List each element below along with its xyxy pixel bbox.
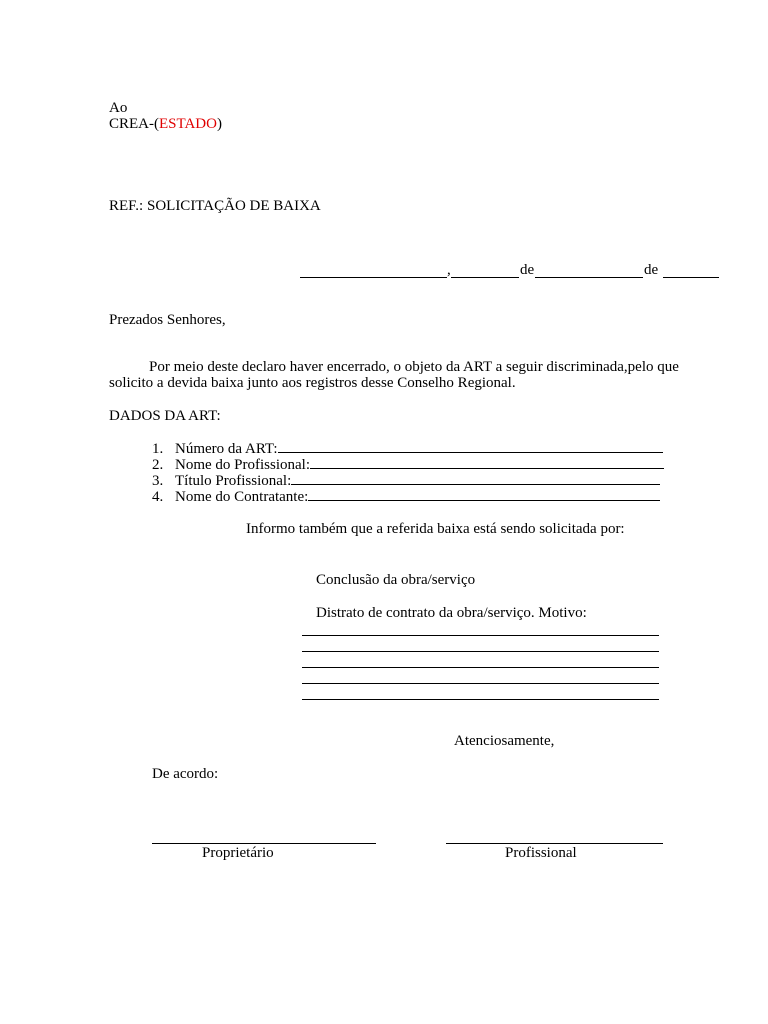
owner-signature-label: Proprietário — [202, 845, 274, 861]
list-label: Nome do Profissional: — [175, 457, 310, 473]
motive-line-4[interactable] — [302, 683, 659, 684]
motive-line-5[interactable] — [302, 699, 659, 700]
reason-intro: Informo também que a referida baixa está sendo solicitada por: — [246, 521, 625, 537]
agreement-label: De acordo: — [152, 766, 219, 782]
art-item-professional-name — [152, 456, 664, 473]
contractor-name-blank[interactable] — [308, 488, 660, 501]
list-number: 1. — [152, 441, 164, 457]
list-label: Número da ART: — [175, 441, 278, 457]
body-line-2: solicito a devida baixa junto aos registros desse Conselho Regional. — [109, 375, 516, 391]
recipient-suffix: ) — [216, 116, 222, 132]
recipient-line-1: Ao — [109, 100, 128, 116]
professional-signature-label: Profissional — [505, 845, 577, 861]
city-blank[interactable] — [300, 277, 447, 278]
list-label: Nome do Contratante: — [175, 489, 309, 505]
list-number: 3. — [152, 473, 164, 489]
recipient-line-2 — [109, 116, 222, 132]
professional-title-blank[interactable] — [291, 472, 660, 485]
art-item-number — [152, 440, 663, 457]
art-number-blank[interactable] — [278, 440, 663, 453]
list-label: Título Profissional: — [175, 473, 292, 489]
motive-line-3[interactable] — [302, 667, 659, 668]
reason-option-termination: Distrato de contrato da obra/serviço. Motivo: — [316, 605, 587, 621]
list-number: 4. — [152, 489, 164, 505]
art-item-contractor-name — [152, 488, 660, 505]
date-comma: , — [447, 262, 451, 278]
state-placeholder: ESTADO — [159, 116, 217, 132]
owner-signature-line[interactable] — [152, 843, 376, 844]
day-blank[interactable] — [451, 277, 519, 278]
motive-line-2[interactable] — [302, 651, 659, 652]
professional-name-blank[interactable] — [310, 456, 664, 469]
closing: Atenciosamente, — [454, 733, 555, 749]
date-de-1: de — [520, 262, 535, 278]
recipient-prefix: CREA-( — [109, 116, 159, 132]
date-de-2: de — [644, 262, 659, 278]
list-number: 2. — [152, 457, 164, 473]
salutation: Prezados Senhores, — [109, 312, 226, 328]
motive-line-1[interactable] — [302, 635, 659, 636]
month-blank[interactable] — [535, 277, 643, 278]
reason-option-completion: Conclusão da obra/serviço — [316, 572, 476, 588]
reference-line: REF.: SOLICITAÇÃO DE BAIXA — [109, 198, 321, 214]
art-section-title: DADOS DA ART: — [109, 408, 221, 424]
professional-signature-line[interactable] — [446, 843, 663, 844]
year-blank[interactable] — [663, 277, 719, 278]
body-line-1: Por meio deste declaro haver encerrado, o objeto da ART a seguir discriminada,pelo que — [149, 359, 679, 375]
art-item-professional-title — [152, 472, 660, 489]
